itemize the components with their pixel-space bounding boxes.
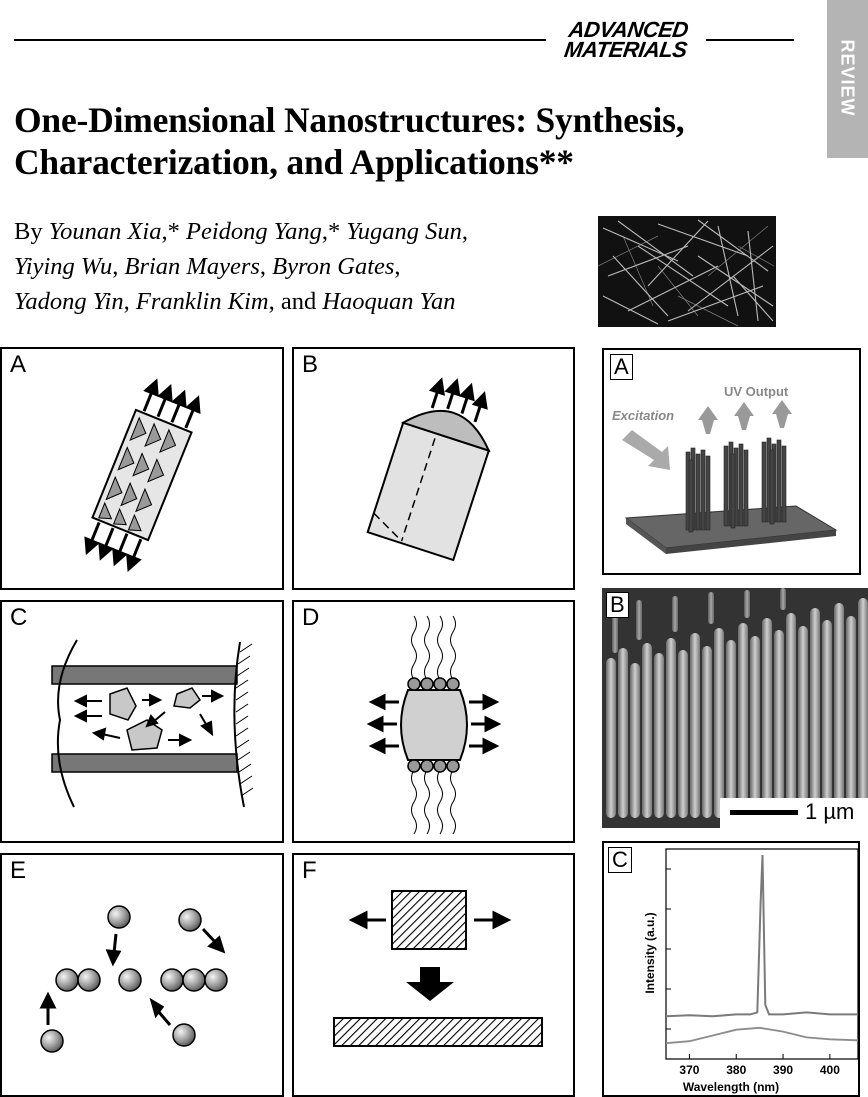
section-tab bbox=[827, 0, 868, 158]
panel-label: F bbox=[302, 857, 317, 884]
emission-spectrum-chart bbox=[604, 843, 858, 1095]
author-suffix: , bbox=[259, 253, 267, 280]
byline-prefix: By bbox=[14, 218, 43, 245]
author-suffix: , bbox=[123, 288, 130, 315]
author-suffix: , and bbox=[268, 288, 317, 315]
uv-output-label: UV Output bbox=[724, 384, 789, 399]
excitation-label: Excitation bbox=[612, 408, 675, 423]
x-axis-label: Wavelength (nm) bbox=[682, 1080, 780, 1094]
figure-panel-f bbox=[292, 853, 575, 1097]
x-tick-label: 370 bbox=[679, 1063, 700, 1077]
journal-logo-line1: ADVANCED bbox=[567, 17, 690, 42]
nanowire-array-sem bbox=[602, 588, 868, 828]
figure-right-panel-a bbox=[602, 348, 861, 575]
author-name: Haoquan Yan bbox=[322, 288, 456, 315]
x-tick-label: 390 bbox=[773, 1063, 794, 1077]
journal-logo-line2: MATERIALS bbox=[562, 37, 689, 62]
figure-panel-a bbox=[0, 347, 284, 590]
author-name: Yadong Yin bbox=[14, 288, 124, 315]
title-line-1: One-Dimensional Nanostructures: Synthesis, bbox=[14, 100, 685, 140]
author-suffix: , bbox=[394, 253, 401, 280]
nanowire-micrograph bbox=[598, 216, 776, 327]
byline-line-2 bbox=[14, 249, 594, 284]
section-tab-label: REVIEW bbox=[837, 39, 858, 117]
byline-line-1 bbox=[14, 214, 594, 249]
author-byline bbox=[14, 214, 594, 319]
figure-panel-b bbox=[292, 347, 575, 590]
figure-panel-d bbox=[292, 600, 575, 843]
author-name: Byron Gates bbox=[272, 253, 395, 280]
figure-panel-e bbox=[0, 853, 284, 1097]
anisotropic-crystal-diagram bbox=[2, 349, 282, 588]
title-line-2: Characterization, and Applications** bbox=[14, 142, 574, 182]
figure-right-panel-b bbox=[602, 588, 868, 828]
nanowire-laser-schematic bbox=[604, 350, 859, 573]
panel-label: B bbox=[302, 351, 319, 378]
panel-label: B bbox=[606, 592, 629, 618]
author-suffix: ,* bbox=[161, 218, 180, 245]
figure-panel-c bbox=[0, 600, 284, 843]
author-name: Yiying Wu bbox=[14, 253, 113, 280]
vls-droplet-diagram bbox=[294, 349, 573, 588]
author-name: Brian Mayers bbox=[124, 253, 260, 280]
panel-label: C bbox=[10, 604, 28, 631]
author-name: Younan Xia bbox=[48, 218, 162, 245]
author-name: Peidong Yang bbox=[186, 218, 322, 245]
panel-label: C bbox=[608, 847, 632, 873]
series-line-spontaneous bbox=[666, 1028, 858, 1043]
author-suffix: , bbox=[461, 218, 469, 245]
figure-right-panel-c bbox=[602, 841, 860, 1097]
panel-label: A bbox=[610, 354, 633, 380]
author-name: Franklin Kim bbox=[135, 288, 269, 315]
x-tick-label: 380 bbox=[726, 1063, 747, 1077]
header-rule-right bbox=[706, 39, 794, 41]
y-axis-label: Intensity (a.u.) bbox=[643, 912, 657, 994]
panel-label: E bbox=[10, 857, 27, 884]
self-assembly-diagram bbox=[2, 855, 282, 1095]
journal-logo bbox=[545, 17, 709, 62]
panel-label: D bbox=[302, 604, 320, 631]
article-title bbox=[14, 99, 814, 183]
author-name: Yugang Sun bbox=[346, 218, 462, 245]
x-tick-label: 400 bbox=[819, 1063, 840, 1077]
series-line-lasing bbox=[666, 855, 858, 1016]
byline-line-3 bbox=[14, 284, 594, 319]
template-channel-diagram bbox=[2, 602, 282, 841]
scale-bar-label: 1 µm bbox=[805, 799, 855, 824]
header-rule-left bbox=[14, 39, 546, 41]
author-suffix: ,* bbox=[321, 218, 341, 245]
author-suffix: , bbox=[112, 253, 119, 280]
capping-agent-diagram bbox=[294, 602, 573, 841]
panel-label: A bbox=[10, 351, 27, 378]
size-reduction-diagram bbox=[294, 855, 573, 1095]
